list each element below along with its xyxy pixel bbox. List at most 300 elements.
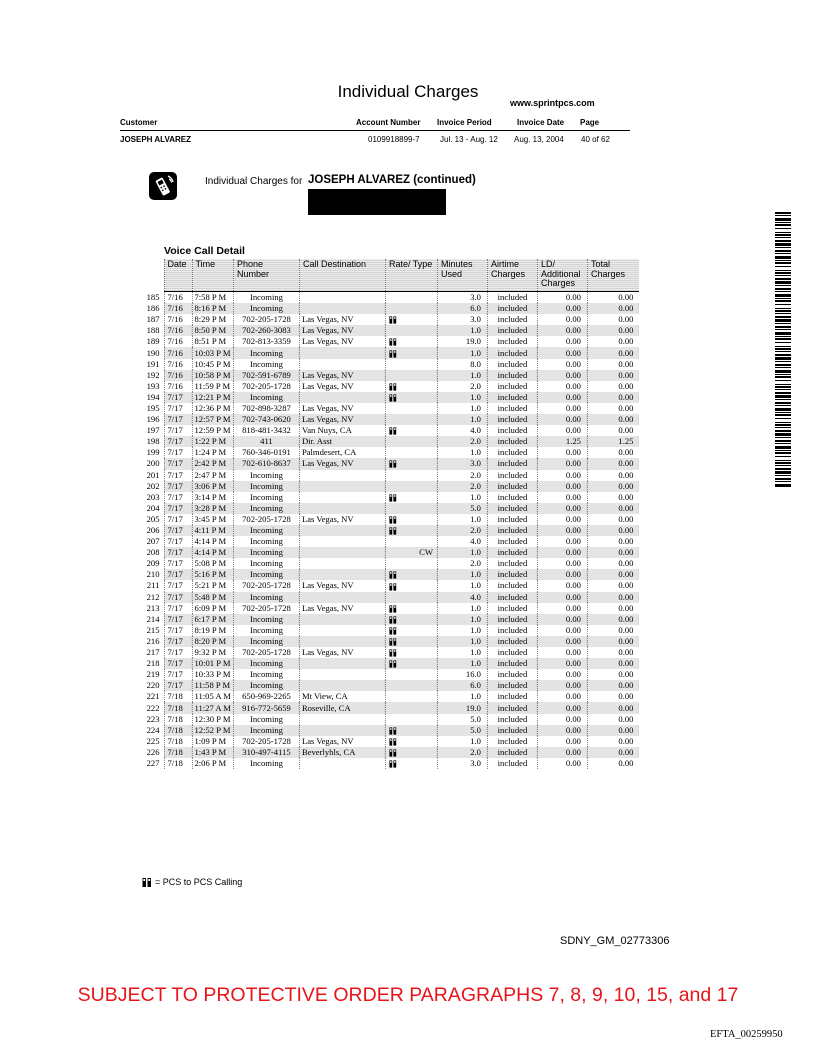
- rate-type-cell: [385, 481, 437, 492]
- additional-charges-cell: 0.00: [537, 747, 587, 758]
- pcs-to-pcs-icon: [142, 878, 152, 887]
- call-destination-cell: Las Vegas, NV: [299, 403, 385, 414]
- call-date-cell: 7/17: [164, 458, 192, 469]
- call-destination-cell: Las Vegas, NV: [299, 647, 385, 658]
- table-row: [142, 536, 639, 547]
- call-destination-cell: [299, 359, 385, 370]
- row-number-cell: 203: [146, 491, 160, 502]
- minutes-used-cell: 1.0: [437, 614, 487, 625]
- call-date-cell: 7/17: [164, 636, 192, 647]
- call-time-cell: 5:48 P M: [192, 592, 233, 603]
- additional-charges-cell: 1.25: [537, 436, 587, 447]
- total-charges-cell: 0.00: [587, 714, 639, 725]
- phone-number-cell: 702-205-1728: [233, 314, 299, 325]
- call-date-cell: 7/17: [164, 647, 192, 658]
- total-charges-cell: 0.00: [587, 503, 639, 514]
- table-row: [142, 658, 639, 669]
- pcs-to-pcs-icon: [389, 616, 397, 624]
- call-time-cell: 2:42 P M: [192, 458, 233, 469]
- minutes-used-cell: 1.0: [437, 492, 487, 503]
- table-row: [142, 303, 639, 314]
- minutes-used-cell: 5.0: [437, 503, 487, 514]
- minutes-used-cell: 4.0: [437, 425, 487, 436]
- table-row: [142, 614, 639, 625]
- minutes-used-cell: 1.0: [437, 580, 487, 591]
- total-charges-cell: 0.00: [587, 603, 639, 614]
- additional-charges-cell: 0.00: [537, 470, 587, 481]
- call-waiting-code: CW: [419, 547, 433, 558]
- call-destination-cell: Las Vegas, NV: [299, 314, 385, 325]
- row-number-cell: 225: [146, 735, 160, 746]
- pcs-to-pcs-icon: [389, 427, 397, 435]
- legend: [142, 877, 242, 887]
- row-number-cell: 212: [146, 591, 160, 602]
- airtime-charges-cell: included: [487, 714, 537, 725]
- rate-type-cell: [385, 680, 437, 691]
- call-destination-cell: [299, 392, 385, 403]
- pcs-to-pcs-icon: [389, 605, 397, 613]
- additional-charges-cell: 0.00: [537, 447, 587, 458]
- minutes-used-cell: 1.0: [437, 392, 487, 403]
- call-destination-cell: Roseville, CA: [299, 702, 385, 713]
- airtime-charges-cell: included: [487, 603, 537, 614]
- row-number-cell: 193: [146, 380, 160, 391]
- row-number-cell: 201: [146, 469, 160, 480]
- total-charges-cell: 0.00: [587, 525, 639, 536]
- additional-charges-cell: 0.00: [537, 658, 587, 669]
- table-row: [142, 425, 639, 436]
- call-destination-cell: [299, 470, 385, 481]
- phone-number-cell: Incoming: [233, 725, 299, 736]
- airtime-charges-cell: included: [487, 359, 537, 370]
- airtime-charges-cell: included: [487, 336, 537, 347]
- additional-charges-cell: 0.00: [537, 514, 587, 525]
- total-charges-cell: 0.00: [587, 569, 639, 580]
- table-row: [142, 525, 639, 536]
- date-column-header: Date: [164, 259, 192, 292]
- additional-charges-cell: 0.00: [537, 691, 587, 702]
- phone-number-cell: Incoming: [233, 547, 299, 558]
- rate-type-cell: [385, 325, 437, 336]
- total-charges-cell: 0.00: [587, 403, 639, 414]
- invoice-period-label: Invoice Period: [437, 118, 492, 127]
- call-destination-cell: Beverlyhls, CA: [299, 747, 385, 758]
- minutes-used-cell: 1.0: [437, 447, 487, 458]
- customer-value: JOSEPH ALVAREZ: [120, 135, 191, 144]
- call-time-cell: 11:27 A M: [192, 702, 233, 713]
- call-time-cell: 2:06 P M: [192, 758, 233, 769]
- airtime-charges-cell: included: [487, 314, 537, 325]
- phone-number-cell: Incoming: [233, 359, 299, 370]
- table-row: [142, 347, 639, 358]
- call-destination-cell: [299, 569, 385, 580]
- rate-type-cell: [385, 303, 437, 314]
- call-destination-cell: [299, 669, 385, 680]
- pcs-to-pcs-icon: [389, 516, 397, 524]
- additional-charges-cell: 0.00: [537, 547, 587, 558]
- airtime-charges-cell: included: [487, 592, 537, 603]
- row-number-cell: 190: [146, 347, 160, 358]
- row-number-cell: 191: [146, 358, 160, 369]
- pcs-to-pcs-icon: [389, 350, 397, 358]
- call-destination-cell: [299, 303, 385, 314]
- table-row: [142, 625, 639, 636]
- row-number-cell: 194: [146, 391, 160, 402]
- total-charges-cell: 0.00: [587, 636, 639, 647]
- minutes-used-column-header: Minutes Used: [437, 259, 487, 292]
- call-destination-cell: Las Vegas, NV: [299, 325, 385, 336]
- total-charges-cell: 0.00: [587, 558, 639, 569]
- call-date-cell: 7/16: [164, 347, 192, 358]
- row-number-cell: 192: [146, 369, 160, 380]
- total-charges-cell: 0.00: [587, 370, 639, 381]
- total-charges-cell: 0.00: [587, 747, 639, 758]
- call-date-cell: 7/17: [164, 580, 192, 591]
- call-destination-cell: [299, 680, 385, 691]
- phone-number-cell: 702-610-8637: [233, 458, 299, 469]
- airtime-charges-column-header: Airtime Charges: [487, 259, 537, 292]
- pcs-to-pcs-icon: [389, 727, 397, 735]
- total-charges-cell: 0.00: [587, 625, 639, 636]
- total-charges-cell: 0.00: [587, 680, 639, 691]
- additional-charges-cell: 0.00: [537, 292, 587, 304]
- row-number-cell: 195: [146, 402, 160, 413]
- rate-type-cell: [385, 292, 437, 304]
- call-date-cell: 7/17: [164, 625, 192, 636]
- call-date-cell: 7/17: [164, 658, 192, 669]
- table-row: [142, 558, 639, 569]
- row-number-cell: 189: [146, 336, 160, 347]
- call-date-cell: 7/17: [164, 614, 192, 625]
- additional-charges-cell: 0.00: [537, 303, 587, 314]
- row-number-cell: 200: [146, 458, 160, 469]
- minutes-used-cell: 1.0: [437, 691, 487, 702]
- total-charges-cell: 0.00: [587, 414, 639, 425]
- phone-number-cell: Incoming: [233, 569, 299, 580]
- rate-type-cell: [385, 425, 437, 436]
- airtime-charges-cell: included: [487, 736, 537, 747]
- phone-number-cell: Incoming: [233, 714, 299, 725]
- call-time-cell: 8:50 P M: [192, 325, 233, 336]
- rate-type-cell: [385, 714, 437, 725]
- call-time-cell: 10:33 P M: [192, 669, 233, 680]
- airtime-charges-cell: included: [487, 625, 537, 636]
- call-destination-cell: Las Vegas, NV: [299, 414, 385, 425]
- row-number-cell: 222: [146, 702, 160, 713]
- call-date-cell: 7/16: [164, 314, 192, 325]
- call-time-cell: 8:51 P M: [192, 336, 233, 347]
- phone-number-cell: 916-772-5659: [233, 702, 299, 713]
- row-number-cell: 199: [146, 447, 160, 458]
- call-date-cell: 7/17: [164, 525, 192, 536]
- row-number-cell: 198: [146, 436, 160, 447]
- call-destination-cell: [299, 481, 385, 492]
- total-charges-cell: 0.00: [587, 592, 639, 603]
- redaction-block: [308, 189, 446, 215]
- additional-charges-cell: 0.00: [537, 414, 587, 425]
- page-label: Page: [580, 118, 600, 127]
- call-date-cell: 7/16: [164, 336, 192, 347]
- total-charges-cell: 0.00: [587, 392, 639, 403]
- call-date-cell: 7/16: [164, 381, 192, 392]
- call-destination-cell: [299, 614, 385, 625]
- phone-number-cell: Incoming: [233, 636, 299, 647]
- rate-type-cell: [385, 569, 437, 580]
- page-title: Individual Charges: [337, 82, 479, 101]
- customer-label: Customer: [120, 118, 158, 127]
- call-time-cell: 1:43 P M: [192, 747, 233, 758]
- call-time-cell: 12:52 P M: [192, 725, 233, 736]
- table-row: [142, 680, 639, 691]
- call-destination-cell: Las Vegas, NV: [299, 381, 385, 392]
- airtime-charges-cell: included: [487, 458, 537, 469]
- row-number-cell: 202: [146, 480, 160, 491]
- additional-charges-cell: 0.00: [537, 636, 587, 647]
- row-number-cell: 205: [146, 513, 160, 524]
- call-time-cell: 12:30 P M: [192, 714, 233, 725]
- row-number-cell: 207: [146, 536, 160, 547]
- call-destination-cell: Dir. Asst: [299, 436, 385, 447]
- efta-number: EFTA_00259950: [710, 1029, 783, 1040]
- minutes-used-cell: 2.0: [437, 436, 487, 447]
- minutes-used-cell: 1.0: [437, 647, 487, 658]
- row-number-cell: 204: [146, 502, 160, 513]
- minutes-used-cell: 3.0: [437, 458, 487, 469]
- call-date-cell: 7/18: [164, 702, 192, 713]
- additional-charges-cell: 0.00: [537, 536, 587, 547]
- minutes-used-cell: 2.0: [437, 481, 487, 492]
- total-charges-cell: 0.00: [587, 381, 639, 392]
- call-date-cell: 7/16: [164, 292, 192, 304]
- rate-type-cell: [385, 525, 437, 536]
- rate-type-cell: [385, 669, 437, 680]
- call-destination-cell: Las Vegas, NV: [299, 514, 385, 525]
- total-charges-cell: 0.00: [587, 425, 639, 436]
- call-time-cell: 1:24 P M: [192, 447, 233, 458]
- additional-charges-cell: 0.00: [537, 492, 587, 503]
- table-row: [142, 370, 639, 381]
- bates-number: SDNY_GM_02773306: [560, 935, 670, 947]
- row-number-cell: 197: [146, 425, 160, 436]
- airtime-charges-cell: included: [487, 536, 537, 547]
- additional-charges-cell: 0.00: [537, 558, 587, 569]
- call-destination-cell: [299, 525, 385, 536]
- call-time-cell: 12:36 P M: [192, 403, 233, 414]
- rate-type-cell: [385, 414, 437, 425]
- call-destination-cell: [299, 536, 385, 547]
- header-divider: [120, 130, 630, 131]
- total-charges-cell: 0.00: [587, 492, 639, 503]
- airtime-charges-cell: included: [487, 525, 537, 536]
- table-row: [142, 447, 639, 458]
- phone-number-cell: Incoming: [233, 614, 299, 625]
- phone-number-cell: 702-205-1728: [233, 647, 299, 658]
- total-charges-cell: 0.00: [587, 669, 639, 680]
- additional-charges-cell: 0.00: [537, 325, 587, 336]
- airtime-charges-cell: included: [487, 392, 537, 403]
- rate-type-cell: [385, 625, 437, 636]
- barcode: [775, 212, 791, 488]
- call-time-cell: 12:21 P M: [192, 392, 233, 403]
- phone-number-cell: 702-898-3287: [233, 403, 299, 414]
- table-row: [142, 381, 639, 392]
- additional-charges-cell: 0.00: [537, 525, 587, 536]
- table-row: [142, 725, 639, 736]
- call-destination-cell: [299, 547, 385, 558]
- call-time-cell: 5:16 P M: [192, 569, 233, 580]
- total-charges-cell: 0.00: [587, 470, 639, 481]
- additional-charges-cell: 0.00: [537, 392, 587, 403]
- phone-number-cell: Incoming: [233, 525, 299, 536]
- call-time-cell: 9:32 P M: [192, 647, 233, 658]
- call-date-cell: 7/17: [164, 592, 192, 603]
- airtime-charges-cell: included: [487, 758, 537, 769]
- rate-type-cell: [385, 702, 437, 713]
- additional-charges-cell: 0.00: [537, 381, 587, 392]
- table-row: [142, 758, 639, 769]
- row-number-cell: 219: [146, 669, 160, 680]
- minutes-used-cell: 1.0: [437, 736, 487, 747]
- phone-number-cell: 650-969-2265: [233, 691, 299, 702]
- call-date-cell: 7/18: [164, 736, 192, 747]
- phone-number-cell: 411: [233, 436, 299, 447]
- airtime-charges-cell: included: [487, 580, 537, 591]
- call-destination-cell: [299, 292, 385, 304]
- minutes-used-cell: 2.0: [437, 747, 487, 758]
- airtime-charges-cell: included: [487, 569, 537, 580]
- call-destination-cell: Las Vegas, NV: [299, 736, 385, 747]
- call-date-cell: 7/17: [164, 492, 192, 503]
- total-charges-cell: 0.00: [587, 614, 639, 625]
- call-destination-cell: Las Vegas, NV: [299, 580, 385, 591]
- call-time-cell: 10:58 P M: [192, 370, 233, 381]
- section-title: Voice Call Detail: [164, 245, 245, 257]
- call-time-cell: 10:03 P M: [192, 347, 233, 358]
- call-date-cell: 7/17: [164, 536, 192, 547]
- table-row: [142, 603, 639, 614]
- call-date-cell: 7/18: [164, 714, 192, 725]
- call-time-cell: 10:01 P M: [192, 658, 233, 669]
- minutes-used-cell: 1.0: [437, 636, 487, 647]
- minutes-used-cell: 1.0: [437, 403, 487, 414]
- total-charges-cell: 0.00: [587, 647, 639, 658]
- total-charges-cell: 0.00: [587, 347, 639, 358]
- call-date-cell: 7/17: [164, 514, 192, 525]
- phone-number-cell: 760-346-0191: [233, 447, 299, 458]
- rate-type-cell: [385, 514, 437, 525]
- rate-type-cell: [385, 736, 437, 747]
- airtime-charges-cell: included: [487, 403, 537, 414]
- table-row: [142, 691, 639, 702]
- airtime-charges-cell: included: [487, 503, 537, 514]
- phone-number-cell: Incoming: [233, 481, 299, 492]
- rate-type-cell: [385, 536, 437, 547]
- additional-charges-cell: 0.00: [537, 736, 587, 747]
- additional-charges-cell: 0.00: [537, 669, 587, 680]
- protective-order-notice: SUBJECT TO PROTECTIVE ORDER PARAGRAPHS 7, 8, 9, 10, 15, and 17: [77, 984, 739, 1006]
- call-date-cell: 7/17: [164, 547, 192, 558]
- row-number-header: [142, 259, 164, 292]
- table-row: [142, 458, 639, 469]
- minutes-used-cell: 1.0: [437, 569, 487, 580]
- account-number-label: Account Number: [356, 118, 421, 127]
- total-charges-cell: 0.00: [587, 314, 639, 325]
- row-number-cell: 227: [146, 757, 160, 768]
- total-charges-cell: 0.00: [587, 325, 639, 336]
- call-time-cell: 12:59 P M: [192, 425, 233, 436]
- call-time-cell: 1:09 P M: [192, 736, 233, 747]
- additional-charges-cell: 0.00: [537, 714, 587, 725]
- call-date-cell: 7/17: [164, 447, 192, 458]
- call-date-cell: 7/16: [164, 325, 192, 336]
- row-number-cell: 188: [146, 325, 160, 336]
- airtime-charges-cell: included: [487, 381, 537, 392]
- minutes-used-cell: 2.0: [437, 558, 487, 569]
- rate-type-cell: [385, 314, 437, 325]
- airtime-charges-cell: included: [487, 691, 537, 702]
- airtime-charges-cell: included: [487, 647, 537, 658]
- phone-number-cell: Incoming: [233, 392, 299, 403]
- call-time-cell: 5:08 P M: [192, 558, 233, 569]
- additional-charges-column-header: LD/ Additional Charges: [537, 259, 587, 292]
- call-destination-cell: [299, 503, 385, 514]
- individual-charges-name: JOSEPH ALVAREZ (continued): [308, 174, 476, 186]
- rate-type-column-header: Rate/ Type: [385, 259, 437, 292]
- call-destination-cell: [299, 714, 385, 725]
- minutes-used-cell: 1.0: [437, 658, 487, 669]
- row-number-cell: 217: [146, 647, 160, 658]
- call-time-cell: 11:58 P M: [192, 680, 233, 691]
- total-charges-cell: 0.00: [587, 359, 639, 370]
- additional-charges-cell: 0.00: [537, 314, 587, 325]
- phone-number-cell: Incoming: [233, 470, 299, 481]
- minutes-used-cell: 1.0: [437, 370, 487, 381]
- total-charges-cell: 0.00: [587, 292, 639, 304]
- call-date-cell: 7/17: [164, 669, 192, 680]
- row-number-cell: 209: [146, 558, 160, 569]
- phone-number-cell: 702-205-1728: [233, 736, 299, 747]
- rate-type-cell: [385, 636, 437, 647]
- table-row: [142, 636, 639, 647]
- table-row: [142, 414, 639, 425]
- pcs-to-pcs-icon: [389, 583, 397, 591]
- call-time-cell: 8:16 P M: [192, 303, 233, 314]
- pcs-to-pcs-icon: [389, 316, 397, 324]
- call-date-cell: 7/17: [164, 558, 192, 569]
- minutes-used-cell: 1.0: [437, 414, 487, 425]
- row-number-cell: 186: [146, 303, 160, 314]
- airtime-charges-cell: included: [487, 636, 537, 647]
- call-date-cell: 7/18: [164, 691, 192, 702]
- phone-number-cell: Incoming: [233, 758, 299, 769]
- additional-charges-cell: 0.00: [537, 569, 587, 580]
- table-row: [142, 359, 639, 370]
- minutes-used-cell: 5.0: [437, 714, 487, 725]
- individual-charges-label: Individual Charges for: [205, 176, 303, 187]
- phone-icon: [148, 171, 178, 201]
- airtime-charges-cell: included: [487, 292, 537, 304]
- table-row: [142, 292, 639, 304]
- rate-type-cell: [385, 403, 437, 414]
- pcs-to-pcs-icon: [389, 738, 397, 746]
- call-time-cell: 12:57 P M: [192, 414, 233, 425]
- table-row: [142, 314, 639, 325]
- additional-charges-cell: 0.00: [537, 403, 587, 414]
- additional-charges-cell: 0.00: [537, 603, 587, 614]
- call-date-cell: 7/17: [164, 414, 192, 425]
- rate-type-cell: [385, 580, 437, 591]
- table-row: [142, 736, 639, 747]
